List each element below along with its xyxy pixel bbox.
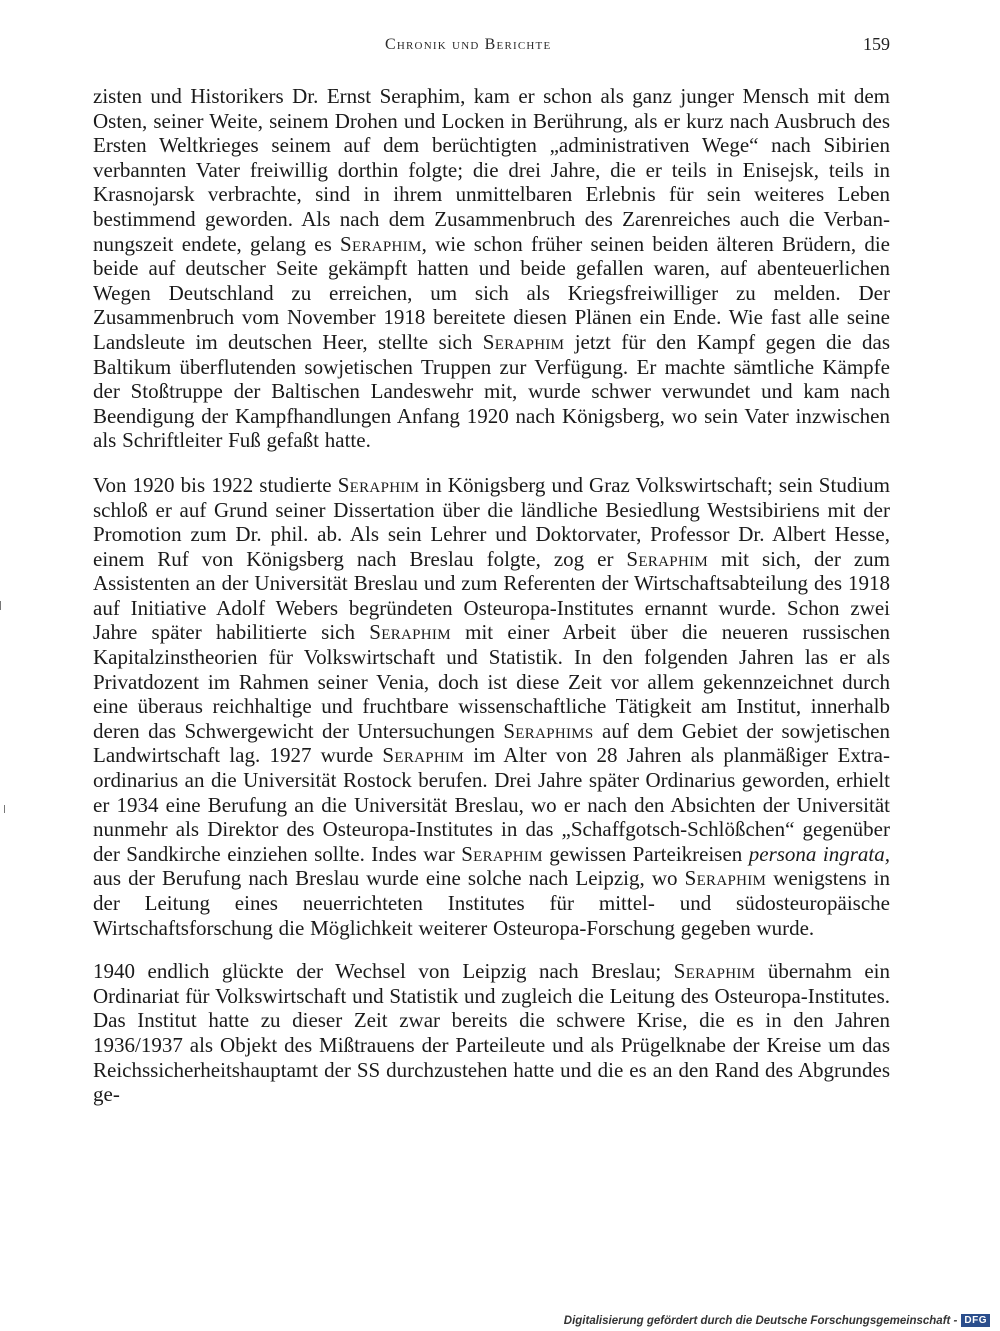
text-run: wenigstens in der Leitung eines neuerrichteten Institutes für mittel- und südosteuropäische Wirtschaftsforschung die Möglichkeit weiterer Osteuropa-Forschung gegeben wurde. — [93, 866, 891, 940]
dfg-logo-icon: DFG — [961, 1314, 990, 1327]
section-title: Chronik und Berichte — [385, 36, 552, 53]
running-head — [93, 34, 890, 58]
margin-mark — [0, 601, 1, 610]
text-run: aus der Berufung nach Breslau wurde eine solche nach Leipzig, wo — [93, 866, 685, 891]
page-number: 159 — [863, 34, 890, 54]
text-run: mit einer Arbeit über die neueren russischen Kapitalzinstheorien für Volkswirtschaft und Statistik. In den folgenden Jahren las er als Privatdozent im Rahmen seiner Venia, doch ist diese Zeit vor allem gekennzeichnet durch eine überaus reichhaltige und fruchtbare wissenschaftliche Tätigkeit am Institut, innerhalb deren das Schwergewicht der Untersuchungen — [93, 620, 891, 743]
paragraph-1 — [93, 84, 890, 453]
person-name: Seraphim — [337, 472, 420, 497]
person-name: Seraphim — [369, 620, 451, 645]
margin-mark — [4, 805, 5, 813]
text-run: zisten und Historikers Dr. Ernst Seraphim, kam er schon als ganz junger Mensch mit dem Osten, seiner Weite, seinem Drohen und Locken in Berührung, als er kurz nach Ausbruch des Ersten Weltkrieges seinem auf dem berüchtigten „administrativen Wege“ nach Sibirien verbannten Vater freiwillig dorthin folgte; die drei Jahre, die er teils in Enisejsk, teils in Krasnojarsk verbrachte, sind in ihrem unmittelbaren Erlebnis für sein weiteres Leben bestimmend geworden. Als nach dem Zusammenbruch des Zarenreiches auch die Verbannungszeit endete, gelang es — [93, 84, 890, 256]
person-name: Seraphim — [673, 959, 756, 984]
paragraph-3 — [93, 959, 890, 1107]
person-name: Seraphim — [382, 743, 464, 768]
italic-phrase: persona ingrata, — [748, 841, 890, 866]
text-run: mit sich, der zum Assistenten an der Universität Breslau und zum Referenten der Wirtschaftsabteilung des 1918 auf Initiative Adolf Webers begründeten Osteuropa-Institutes ernannt wurde. Schon zwei Jahre später habilitierte sich — [93, 546, 890, 645]
text-run: gewissen Parteikreisen — [542, 841, 749, 866]
text-run: Von 1920 bis 1922 studierte — [93, 472, 338, 497]
person-name: Seraphim — [482, 329, 565, 354]
text-run: in Königsberg und Graz Volkswirtschaft; sein Studium schloß er auf Grund seiner Dissertation über die ländliche Besiedlung Westsibiriens mit der Promotion zum Dr. phil. ab. Als sein Lehrer und Doktorvater, Professor Dr. Albert Hesse, einem Ruf von Königsberg nach Breslau folgte, zog er — [93, 472, 890, 571]
digitization-credit — [564, 1314, 990, 1327]
person-name: Seraphim — [340, 231, 422, 256]
paragraph-2 — [93, 473, 890, 940]
text-run: im Alter von 28 Jahren als planmäßiger Extraordinarius an die Universität Rostock berufen. Drei Jahre später Ordinarius geworden, erhielt er 1934 eine Berufung an die Universität Breslau, wo er nach den Absichten der Universität nunmehr als Direktor des Osteuropa-Institutes in das „Schaffgotsch-Schlößchen“ gegenüber der Sandkirche einziehen sollte. Indes war — [93, 743, 890, 866]
person-name: Seraphim — [626, 546, 709, 571]
body-text — [93, 84, 890, 1107]
text-run: übernahm ein Ordinariat für Volkswirtschaft und Statistik und zugleich die Leitung des Osteuropa-Institutes. Das Institut hatte zu dieser Zeit zwar bereits die schwere Krise, die es in den Jahren 1936/1937 als Objekt des Mißtrauens der Parteileute und als Prügelknabe der Kreise um das Reichssicherheitshauptamt der SS durchzustehen hatte und die es an den Rand des Abgrundes ge- — [93, 959, 890, 1107]
text-run: auf dem Gebiet der sowjetischen Landwirtschaft lag. 1927 wurde — [93, 718, 890, 768]
text-run: , wie schon früher seinen beiden älteren Brüdern, die beide auf deutscher Seite gekämpft hatten und beide gefallen waren, auf abenteuerlichen Wegen Deutschland zu erreichen, um sich als Kriegsfreiwilliger zu melden. Der Zusammenbruch vom November 1918 bereitete diesen Plänen ein Ende. Wie fast alle seine Landsleute im deutschen Heer, stellte sich — [93, 231, 890, 354]
person-name: Seraphim — [461, 841, 543, 866]
text-run: jetzt für den Kampf gegen die das Baltikum überflutenden sowjetischen Truppen zur Verfügung. Er machte sämtliche Kämpfe der Stoßtruppe der Baltischen Landeswehr mit, wurde schwer verwundet und kam nach Beendigung der Kampfhandlungen Anfang 1920 nach Königsberg, wo sein Vater inzwischen als Schriftleiter Fuß gefaßt hatte. — [93, 329, 890, 453]
person-name: Seraphim — [684, 866, 767, 891]
text-run: 1940 endlich glückte der Wechsel von Leipzig nach Breslau; — [93, 959, 674, 984]
credit-text: Digitalisierung gefördert durch die Deutsche Forschungsgemeinschaft - — [563, 1314, 958, 1327]
person-name: Seraphims — [503, 718, 594, 743]
